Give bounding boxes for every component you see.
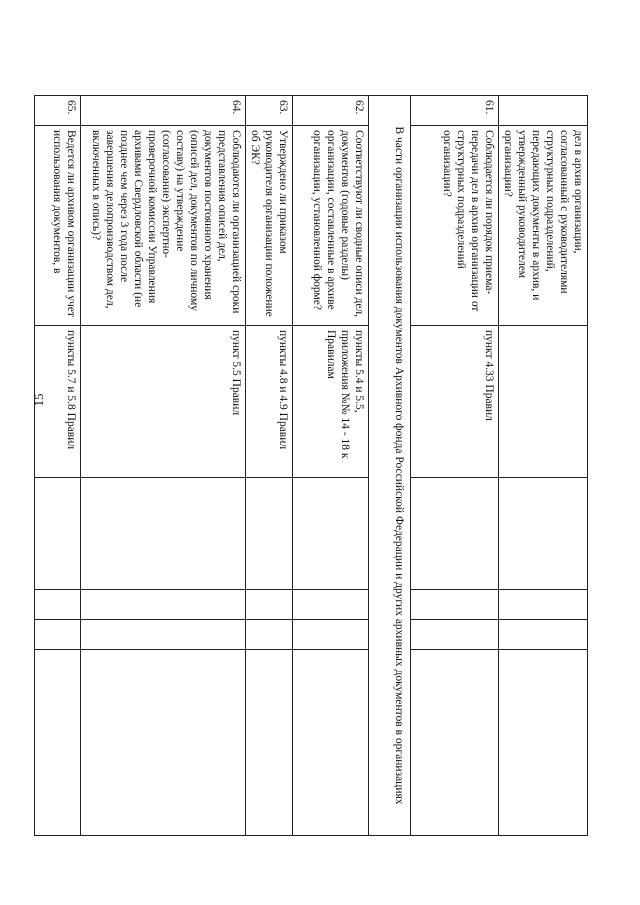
- answer-yes-cell: [246, 478, 293, 590]
- notes-cell: [293, 650, 369, 836]
- notes-cell: [411, 650, 499, 836]
- answer-no-cell: [246, 590, 293, 620]
- table-row: [499, 96, 588, 836]
- row-number: 61.: [411, 96, 499, 126]
- row-question: Утверждено ли приказом руководителя организации положение об ЭК?: [246, 126, 293, 326]
- answer-no-cell: [35, 590, 81, 620]
- answer-na-cell: [246, 620, 293, 650]
- answer-yes-cell: [293, 478, 369, 590]
- row-number: 63.: [246, 96, 293, 126]
- table-row: [246, 96, 293, 836]
- answer-no-cell: [293, 590, 369, 620]
- row-reference: пункты 5.7 и 5.8 Правил: [35, 326, 81, 478]
- row-reference: [499, 326, 588, 478]
- table-row: [411, 96, 499, 836]
- table-row: [35, 96, 81, 836]
- answer-no-cell: [499, 590, 588, 620]
- row-question: дел в архив организации, согласованный с руководителями структурных подразделений, передающих документы в архив, и утвержденный руководителем организации?: [499, 126, 588, 326]
- row-reference: пункты 5.4 и 5.5, приложения №№ 14 - 18 к Правилам: [293, 326, 369, 478]
- answer-na-cell: [499, 620, 588, 650]
- checklist-table: [34, 95, 588, 836]
- notes-cell: [246, 650, 293, 836]
- answer-yes-cell: [81, 478, 246, 590]
- notes-cell: [499, 650, 588, 836]
- notes-cell: [81, 650, 246, 836]
- row-number: 62.: [293, 96, 369, 126]
- row-question: Соблюдается ли порядок приема-передачи дел в архив организации от структурных подразделений организации?: [411, 126, 499, 326]
- row-reference: пункты 4.8 и 4.9 Правил: [246, 326, 293, 478]
- table-row: [293, 96, 369, 836]
- table-row: [81, 96, 246, 836]
- row-reference: пункт 5.5 Правил: [81, 326, 246, 478]
- answer-yes-cell: [35, 478, 81, 590]
- answer-yes-cell: [499, 478, 588, 590]
- answer-na-cell: [35, 620, 81, 650]
- answer-no-cell: [81, 590, 246, 620]
- answer-no-cell: [411, 590, 499, 620]
- section-title: В части организации использования документов Архивного фонда Российской Федерации и других архивных документов в организациях: [369, 96, 411, 836]
- row-reference: пункт 4.33 Правил: [411, 326, 499, 478]
- row-question: Соблюдаются ли организацией сроки представления описей дел, документов постоянного хранения (описей дел, документов по личному составу) на утверждение (согласование) экспертно-проверочной комиссии Управления архивами Свердловской области (не позднее чем через 3 года после завершения делопроизводством дел, включенных в опись)?: [81, 126, 246, 326]
- answer-na-cell: [81, 620, 246, 650]
- row-question: Ведется ли архивом организации учет использования документов, в: [35, 126, 81, 326]
- row-number: [499, 96, 588, 126]
- row-number: 65.: [35, 96, 81, 126]
- checklist-table-wrapper: [51, 95, 588, 835]
- answer-yes-cell: [411, 478, 499, 590]
- answer-na-cell: [293, 620, 369, 650]
- page-number: 15: [31, 393, 46, 407]
- notes-cell: [35, 650, 81, 836]
- row-number: 64.: [81, 96, 246, 126]
- section-row: [369, 96, 411, 836]
- row-question: Соответствуют ли сводные описи дел, документов (годовые разделы) организации, составленные в архиве организации, установленной форме?: [293, 126, 369, 326]
- answer-na-cell: [411, 620, 499, 650]
